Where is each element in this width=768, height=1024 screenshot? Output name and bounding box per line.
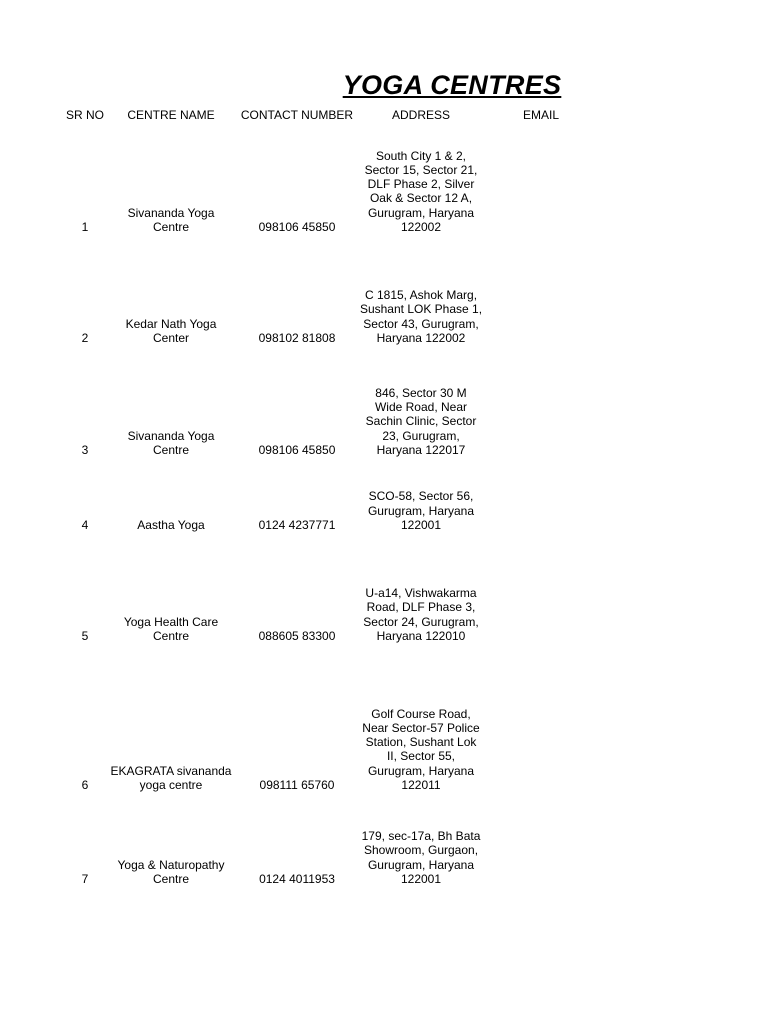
address-cell-line: 846, Sector 30 M	[375, 385, 467, 400]
address-cell-line: Haryana 122017	[376, 442, 466, 457]
address-cell-line: Sector 24, Gurugram,	[363, 614, 479, 629]
address-cell-line: DLF Phase 2, Silver	[367, 177, 475, 192]
centre-name-cell	[110, 858, 232, 886]
address-cell-line: Wide Road, Near	[374, 400, 468, 415]
address-cell-line: 23, Gurugram,	[382, 428, 460, 443]
contact-number-cell-line: 0124 4237771	[258, 517, 336, 532]
centre-name-cell-line: EKAGRATA sivananda	[110, 763, 232, 778]
centre-name-cell-line: Yoga Health Care	[123, 614, 219, 629]
contact-number-cell-line: 0124 4011953	[259, 871, 335, 886]
sr-no-cell-line: 2	[81, 330, 89, 345]
contact-number-cell-line: 098106 45850	[258, 442, 336, 457]
centre-name-cell-line: Centre	[152, 871, 190, 886]
centre-name-cell-line: Sivananda Yoga	[127, 428, 215, 443]
sr-no-cell-line: 3	[81, 442, 89, 457]
sr-no-cell-line: 6	[81, 777, 89, 792]
address-cell-line: Oak & Sector 12 A,	[369, 191, 473, 206]
address-cell-line: 179, sec-17a, Bh Bata	[361, 829, 481, 844]
centre-name-cell-line: yoga centre	[139, 777, 203, 792]
centre-name-cell-line: Centre	[152, 442, 190, 457]
address-cell-line: Haryana 122002	[376, 330, 466, 345]
address-cell-line: Gurugram, Haryana	[367, 857, 475, 872]
address-cell-line: Haryana 122010	[376, 628, 466, 643]
header-centre-name: CENTRE NAME	[127, 108, 215, 122]
address-cell-line: Near Sector-57 Police	[362, 720, 480, 735]
header-contact-number: CONTACT NUMBER	[240, 108, 354, 122]
centre-name-cell-line: Centre	[152, 628, 190, 643]
address-cell-line: 122001	[400, 517, 442, 532]
centre-name-cell-line: Centre	[152, 219, 190, 234]
address-cell-line: Sector 43, Gurugram,	[363, 316, 479, 331]
sr-no-cell-line: 1	[81, 219, 89, 234]
centre-name-cell-line: Yoga & Naturopathy	[117, 857, 225, 872]
address-cell-line: Station, Sushant Lok	[365, 735, 477, 750]
address-cell-line: 122001	[400, 871, 442, 886]
page-title: YOGA CENTRES	[342, 70, 562, 100]
header-email: EMAIL	[522, 108, 559, 122]
address-cell-line: 122002	[400, 219, 442, 234]
address-cell-line: Gurugram, Haryana	[367, 205, 475, 220]
address-cell-line: 122011	[401, 777, 441, 792]
address-cell-line: Sector 15, Sector 21,	[364, 162, 478, 177]
centre-name-cell-line: Sivananda Yoga	[127, 205, 215, 220]
address-cell-line: SCO-58, Sector 56,	[368, 489, 474, 504]
address-cell-line: Golf Course Road,	[371, 706, 471, 721]
address-cell-line: South City 1 & 2,	[375, 148, 467, 163]
centre-name-cell-line: Center	[152, 330, 190, 345]
contact-number-cell-line: 098102 81808	[258, 330, 336, 345]
header-address: ADDRESS	[391, 108, 450, 122]
contact-number-cell-line: 098111 65760	[259, 777, 335, 792]
centre-name-cell-line: Aastha Yoga	[137, 517, 205, 532]
contact-number-cell-line: 088605 83300	[258, 628, 336, 643]
address-cell-line: Showroom, Gurgaon,	[363, 843, 479, 858]
address-cell	[356, 829, 486, 886]
address-cell-line: Road, DLF Phase 3,	[366, 600, 476, 615]
sr-no-cell-line: 4	[81, 517, 89, 532]
centre-name-cell-line: Kedar Nath Yoga	[125, 316, 217, 331]
address-cell-line: Sushant LOK Phase 1,	[359, 302, 483, 317]
header-sr-no: SR NO	[65, 108, 104, 122]
sr-no-cell-line: 5	[81, 628, 89, 643]
address-cell-line: C 1815, Ashok Marg,	[364, 288, 478, 303]
contact-number-cell-line: 098106 45850	[258, 219, 336, 234]
address-cell-line: II, Sector 55,	[386, 749, 456, 764]
address-cell-line: Gurugram, Haryana	[367, 763, 475, 778]
sr-no-cell-line: 7	[81, 871, 89, 886]
address-cell-line: U-a14, Vishwakarma	[365, 586, 477, 601]
address-cell-line: Sachin Clinic, Sector	[365, 414, 477, 429]
address-cell-line: Gurugram, Haryana	[367, 503, 475, 518]
contact-number-cell	[232, 872, 362, 886]
